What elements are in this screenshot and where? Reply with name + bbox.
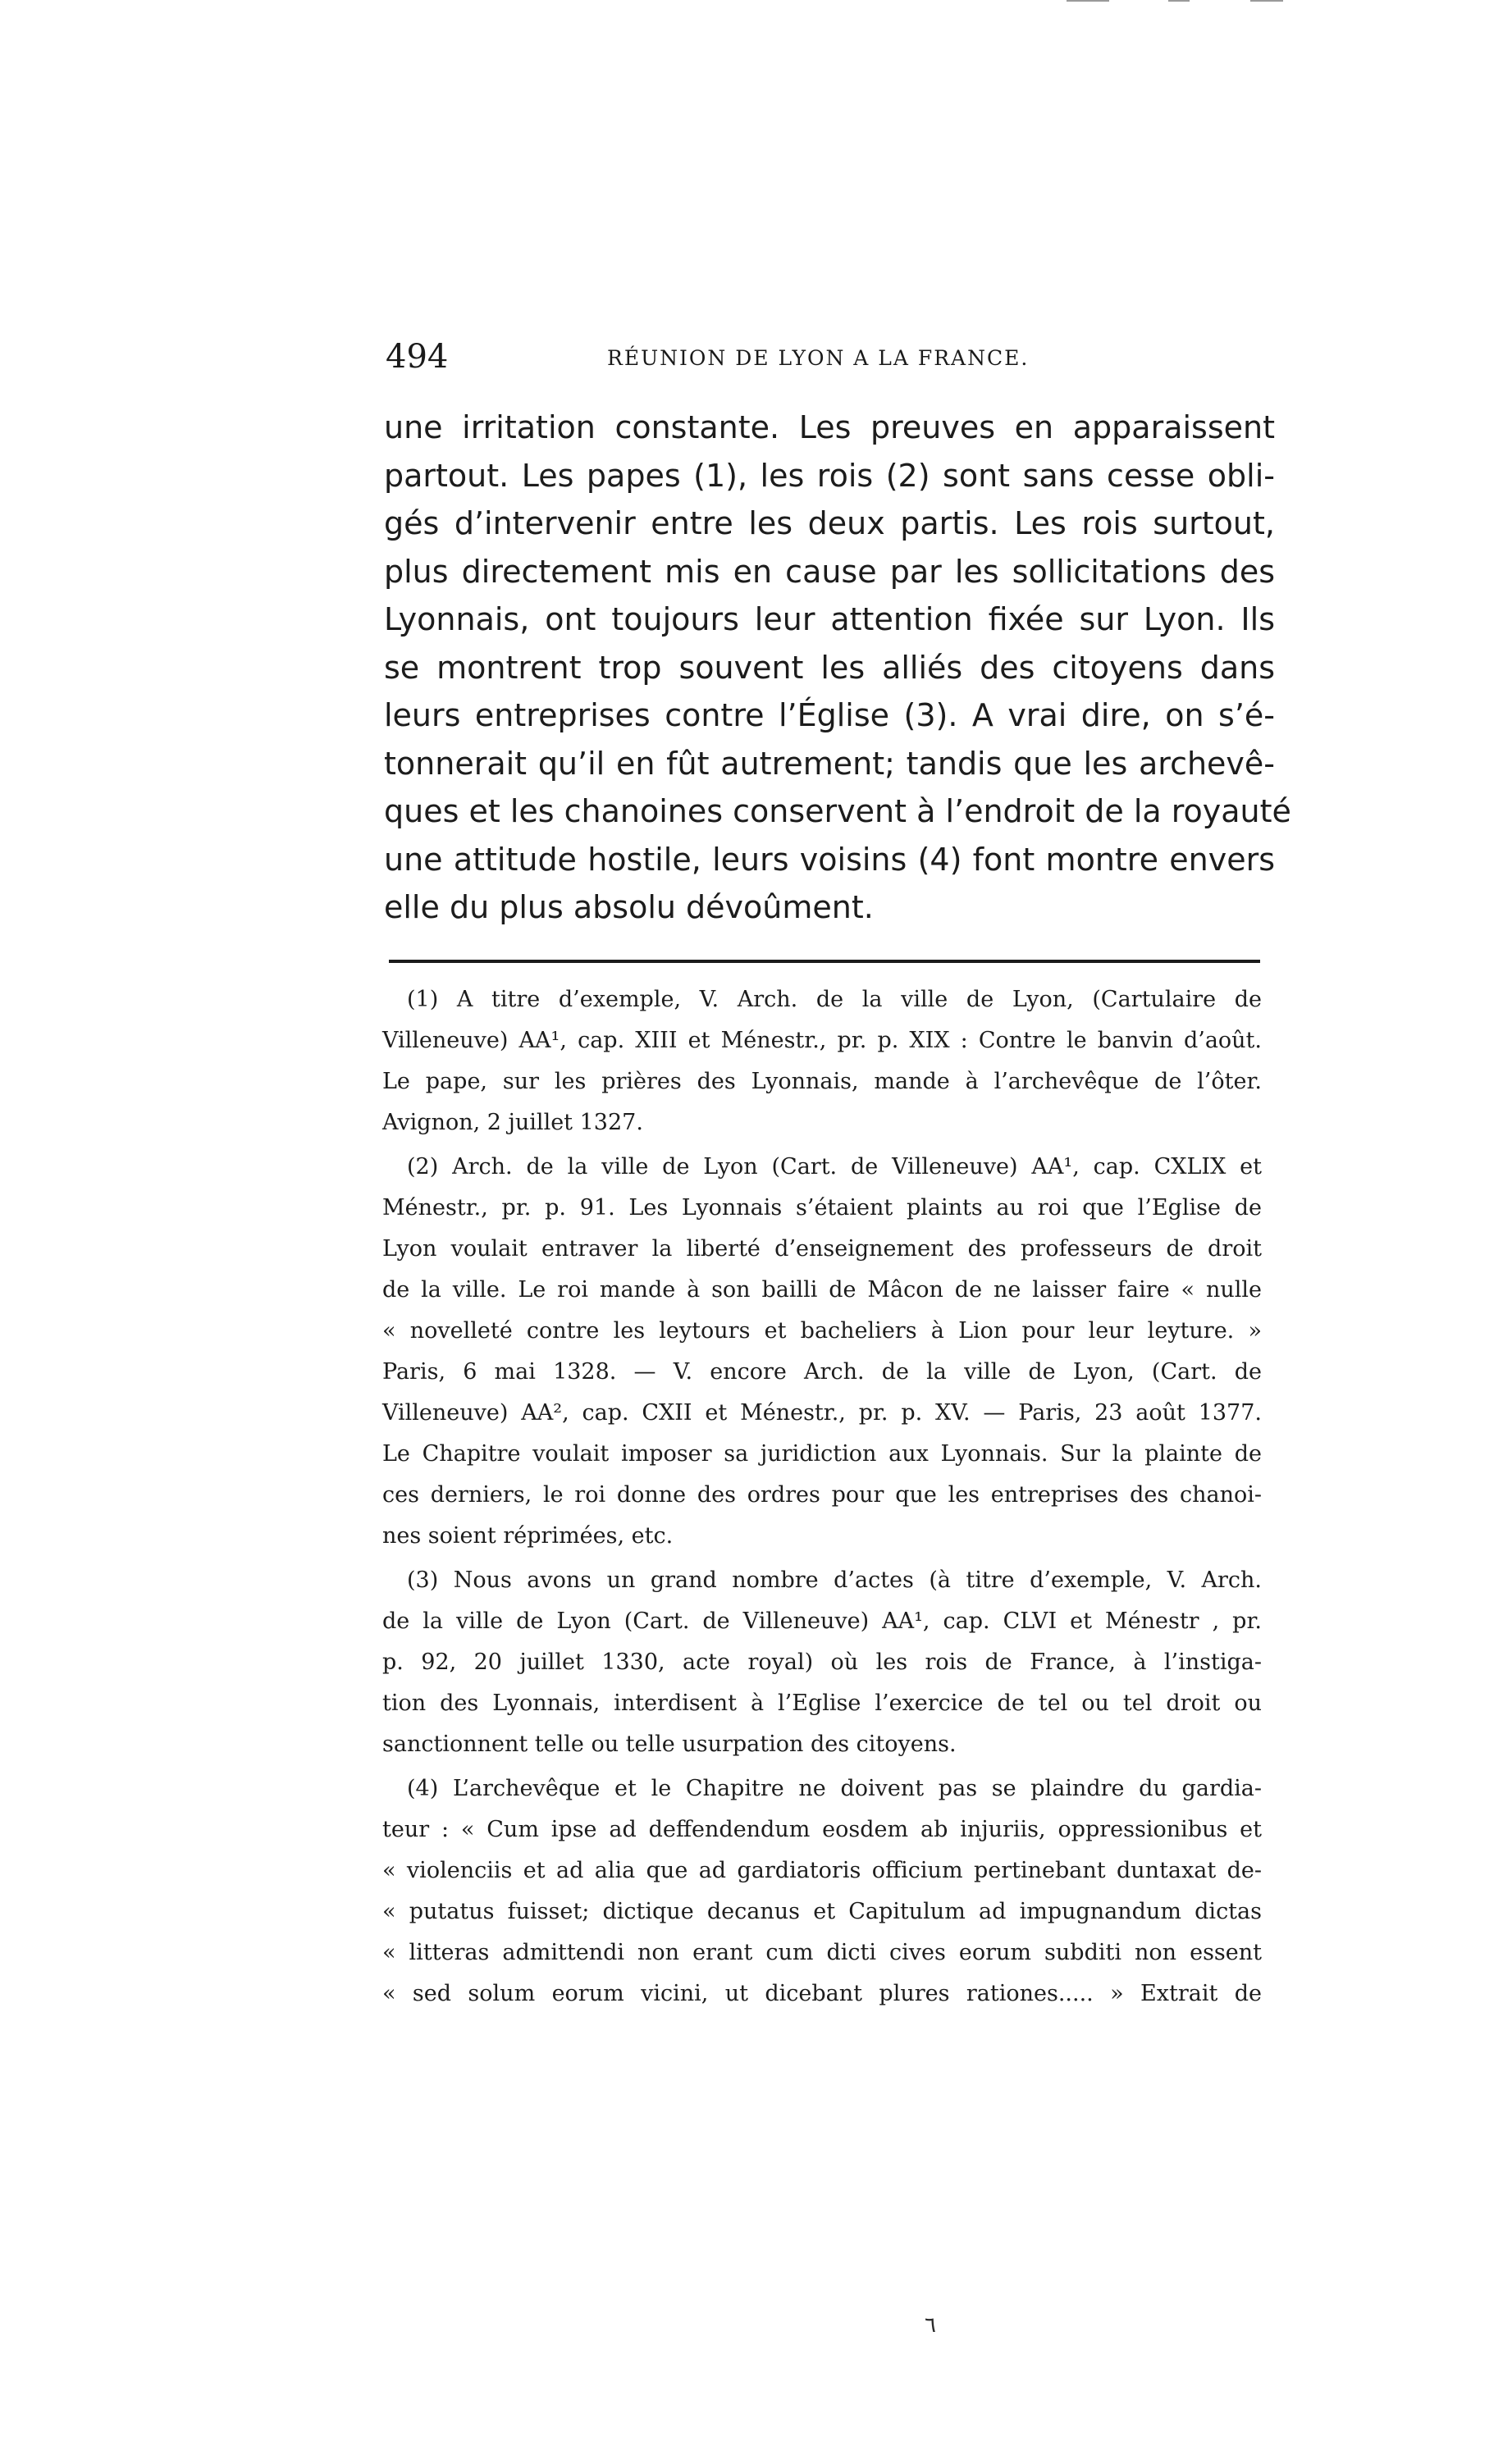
footnote-line: nes soient réprimées, etc.	[382, 1523, 674, 1549]
footnote-line: Avignon, 2 juillet 1327.	[382, 1110, 643, 1135]
footnote-line: « litteras admittendi non erant cum dicti cives eorum subditi non essent	[382, 1940, 1262, 1965]
footnote-line: (4) L’archevêque et le Chapitre ne doivent pas se plaindre du gardia-	[407, 1776, 1262, 1801]
footnote-line: tion des Lyonnais, interdisent à l’Eglise l’exercice de tel ou tel droit ou	[382, 1691, 1262, 1716]
scan-edge-mark	[1250, 0, 1283, 2]
running-head: RÉUNION DE LYON A LA FRANCE.	[607, 346, 1030, 370]
scan-edge-mark	[1067, 0, 1109, 2]
footnote-line: (3) Nous avons un grand nombre d’actes (à titre d’exemple, V. Arch.	[407, 1567, 1262, 1593]
footnote-line: Le pape, sur les prières des Lyonnais, mande à l’archevêque de l’ôter.	[382, 1069, 1262, 1094]
footnote-line: p. 92, 20 juillet 1330, acte royal) où les rois de France, à l’instiga-	[382, 1650, 1262, 1675]
footnote-separator	[389, 960, 1260, 963]
footnote-line: « violenciis et ad alia que ad gardiatoris officium pertinebant duntaxat de-	[382, 1858, 1262, 1883]
page-header	[386, 338, 1263, 387]
footnote-line: « putatus fuisset; dictique decanus et Capitulum ad impugnandum dictas	[382, 1899, 1262, 1924]
main-text	[384, 404, 1291, 932]
footnote-line: teur : « Cum ipse ad deffendendum eosdem ab injuriis, oppressionibus et	[382, 1817, 1262, 1842]
text-line: Lyonnais, ont toujours leur attention fixée sur Lyon. Ils	[384, 601, 1275, 637]
text-line: gés d’intervenir entre les deux partis. Les rois surtout,	[384, 505, 1275, 541]
text-line: une attitude hostile, leurs voisins (4) font montre envers	[384, 841, 1275, 878]
footnote-line: sanctionnent telle ou telle usurpation des citoyens.	[382, 1732, 957, 1757]
footnote-line: (1) A titre d’exemple, V. Arch. de la ville de Lyon, (Cartulaire de	[407, 987, 1262, 1012]
footnote-line: Paris, 6 mai 1328. — V. encore Arch. de la ville de Lyon, (Cart. de	[382, 1359, 1262, 1385]
footnote-line: de la ville de Lyon (Cart. de Villeneuve) AA¹, cap. CLVI et Ménestr , pr.	[382, 1608, 1262, 1634]
footnote-line: Ménestr., pr. p. 91. Les Lyonnais s’étaient plaints au roi que l’Eglise de	[382, 1195, 1262, 1221]
text-line: plus directement mis en cause par les sollicitations des	[384, 553, 1275, 590]
footnote-line: « sed solum eorum vicini, ut dicebant plures rationes..... » Extrait de	[382, 1981, 1262, 2006]
footnote-line: Villeneuve) AA¹, cap. XIII et Ménestr., pr. p. XIX : Contre le banvin d’août.	[382, 1028, 1262, 1053]
text-line: tonnerait qu’il en fût autrement; tandis que les archevê-	[384, 745, 1275, 782]
footnote-line: de la ville. Le roi mande à son bailli de Mâcon de ne laisser faire « nulle	[382, 1277, 1262, 1303]
footnote-line: (2) Arch. de la ville de Lyon (Cart. de Villeneuve) AA¹, cap. CXLIX et	[407, 1154, 1262, 1180]
text-line: se montrent trop souvent les alliés des citoyens dans	[384, 649, 1275, 686]
page-number: 494	[386, 338, 449, 376]
footnote-line: ces derniers, le roi donne des ordres pour que les entreprises des chanoi-	[382, 1482, 1262, 1508]
scan-edge-mark	[1168, 0, 1190, 2]
footnote-line: Le Chapitre voulait imposer sa juridiction aux Lyonnais. Sur la plainte de	[382, 1441, 1262, 1467]
text-line: une irritation constante. Les preuves en apparaissent	[384, 409, 1275, 445]
text-line: leurs entreprises contre l’Église (3). A vrai dire, on s’é-	[384, 697, 1275, 733]
footnotes	[382, 979, 1262, 2015]
footnote-line: Lyon voulait entraver la liberté d’enseignement des professeurs de droit	[382, 1236, 1262, 1262]
stray-mark: ٦	[925, 2313, 936, 2338]
text-line: partout. Les papes (1), les rois (2) sont sans cesse obli-	[384, 457, 1275, 494]
footnote-line: Villeneuve) AA², cap. CXII et Ménestr., pr. p. XV. — Paris, 23 août 1377.	[382, 1400, 1262, 1426]
text-line: ques et les chanoines conservent à l’endroit de la royauté	[384, 793, 1291, 829]
footnote-line: « novelleté contre les leytours et bacheliers à Lion pour leur leyture. »	[382, 1318, 1262, 1344]
text-line: elle du plus absolu dévoûment.	[384, 889, 874, 925]
